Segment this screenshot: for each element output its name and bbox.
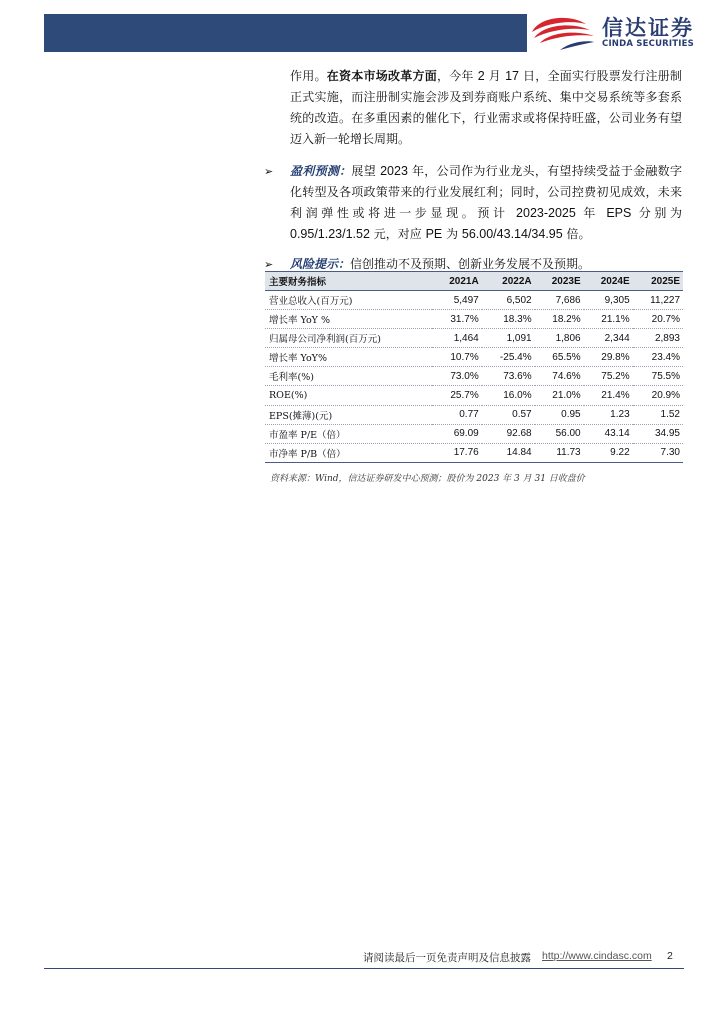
table-cell: 34.95	[633, 424, 683, 443]
table-cell: 7,686	[535, 291, 584, 310]
table-cell: 5,497	[432, 291, 482, 310]
table-header-cell: 2025E	[633, 272, 683, 291]
table-cell: 74.6%	[535, 367, 584, 386]
page-number: 2	[667, 950, 673, 962]
table-cell: 10.7%	[432, 348, 482, 367]
table-header-cell: 主要财务指标	[265, 272, 432, 291]
table-cell: 9,305	[584, 291, 633, 310]
row-label: 毛利率(%)	[265, 367, 432, 386]
table-cell: 0.77	[432, 405, 482, 424]
row-label: 归属母公司净利润(百万元)	[265, 329, 432, 348]
table-body	[265, 291, 683, 463]
bullet-arrow-icon: ➢	[264, 165, 274, 178]
table-row	[265, 386, 683, 405]
brand-name-cn: 信达证券	[602, 16, 694, 40]
cinda-logo-icon	[530, 14, 596, 54]
footer-website-link[interactable]: http://www.cindasc.com	[542, 950, 652, 962]
table-cell: 65.5%	[535, 348, 584, 367]
table-cell: 2,344	[584, 329, 633, 348]
main-content	[264, 66, 682, 275]
table-row	[265, 424, 683, 443]
table-row	[265, 443, 683, 462]
table-cell: 6,502	[482, 291, 535, 310]
table-cell: 21.1%	[584, 310, 633, 329]
brand-logo	[530, 14, 710, 54]
table-cell: 0.95	[535, 405, 584, 424]
row-label: ROE(%)	[265, 386, 432, 405]
table-cell: 21.0%	[535, 386, 584, 405]
financial-table	[265, 271, 683, 463]
table-cell: 16.0%	[482, 386, 535, 405]
row-label: 营业总收入(百万元)	[265, 291, 432, 310]
table-cell: 11,227	[633, 291, 683, 310]
table-cell: 18.3%	[482, 310, 535, 329]
table-cell: 73.0%	[432, 367, 482, 386]
table-header-cell: 2023E	[535, 272, 584, 291]
table-row	[265, 367, 683, 386]
table-cell: 29.8%	[584, 348, 633, 367]
table-cell: 75.5%	[633, 367, 683, 386]
table-cell: 2,893	[633, 329, 683, 348]
table-header-cell: 2022A	[482, 272, 535, 291]
table-cell: 9.22	[584, 443, 633, 462]
table-cell: 92.68	[482, 424, 535, 443]
table-cell: 1.52	[633, 405, 683, 424]
table-cell: 11.73	[535, 443, 584, 462]
table-cell: 1.23	[584, 405, 633, 424]
row-label: 增长率 YoY %	[265, 310, 432, 329]
bullet-arrow-icon: ➢	[264, 258, 274, 271]
table-row	[265, 348, 683, 367]
table-cell: 0.57	[482, 405, 535, 424]
table-cell: 21.4%	[584, 386, 633, 405]
table-header-cell: 2024E	[584, 272, 633, 291]
table-cell: 17.76	[432, 443, 482, 462]
table-cell: 75.2%	[584, 367, 633, 386]
table-cell: 1,091	[482, 329, 535, 348]
table-cell: -25.4%	[482, 348, 535, 367]
table-row	[265, 329, 683, 348]
table-cell: 1,464	[432, 329, 482, 348]
table-header-cell: 2021A	[432, 272, 482, 291]
row-label: 市盈率 P/E（倍）	[265, 424, 432, 443]
table-row	[265, 310, 683, 329]
table-cell: 20.9%	[633, 386, 683, 405]
table-cell: 69.09	[432, 424, 482, 443]
table-row	[265, 405, 683, 424]
footer-disclaimer: 请阅读最后一页免责声明及信息披露	[363, 952, 531, 964]
risk-text: 信创推动不及预期、创新业务发展不及预期。	[350, 257, 591, 271]
row-label: EPS(摊薄)(元)	[265, 405, 432, 424]
table-cell: 25.7%	[432, 386, 482, 405]
table-cell: 56.00	[535, 424, 584, 443]
brand-name-en: CINDA SECURITIES	[602, 39, 694, 49]
table-cell: 14.84	[482, 443, 535, 462]
table-cell: 20.7%	[633, 310, 683, 329]
profit-forecast-item: ➢ 盈利预测：展望 2023 年，公司作为行业龙头，有望持续受益于金融数字化转型及各项政策带来的行业发展红利；同时，公司控费初见成效，未来利润弹性或将进一步显现。预计 2023-2025 年 EPS 分别为 0.95/1.23/1.52 元，对应 PE 为 56.00/43.14/34.95 倍。	[290, 161, 682, 245]
table-row	[265, 291, 683, 310]
row-label: 增长率 YoY%	[265, 348, 432, 367]
reform-paragraph: 作用。在资本市场改革方面，今年 2 月 17 日，全面实行股票发行注册制正式实施，而注册制实施会涉及到券商账户系统、集中交易系统等多套系统的改造。在多重因素的催化下，行业需求或将保持旺盛，公司业务有望迈入新一轮增长周期。	[290, 69, 682, 146]
table-header-row	[265, 272, 683, 291]
profit-forecast-heading: 盈利预测：	[290, 164, 352, 178]
table-cell: 23.4%	[633, 348, 683, 367]
table-cell: 31.7%	[432, 310, 482, 329]
table-cell: 18.2%	[535, 310, 584, 329]
table-cell: 7.30	[633, 443, 683, 462]
row-label: 市净率 P/B（倍）	[265, 443, 432, 462]
table-cell: 73.6%	[482, 367, 535, 386]
header-bar	[44, 14, 527, 52]
table-cell: 1,806	[535, 329, 584, 348]
table-source-note: 资料来源：Wind，信达证券研发中心预测；股价为 2023 年 3 月 31 日收盘价	[270, 474, 585, 484]
table-cell: 43.14	[584, 424, 633, 443]
risk-heading: 风险提示：	[290, 257, 351, 271]
footer-divider	[44, 968, 684, 969]
